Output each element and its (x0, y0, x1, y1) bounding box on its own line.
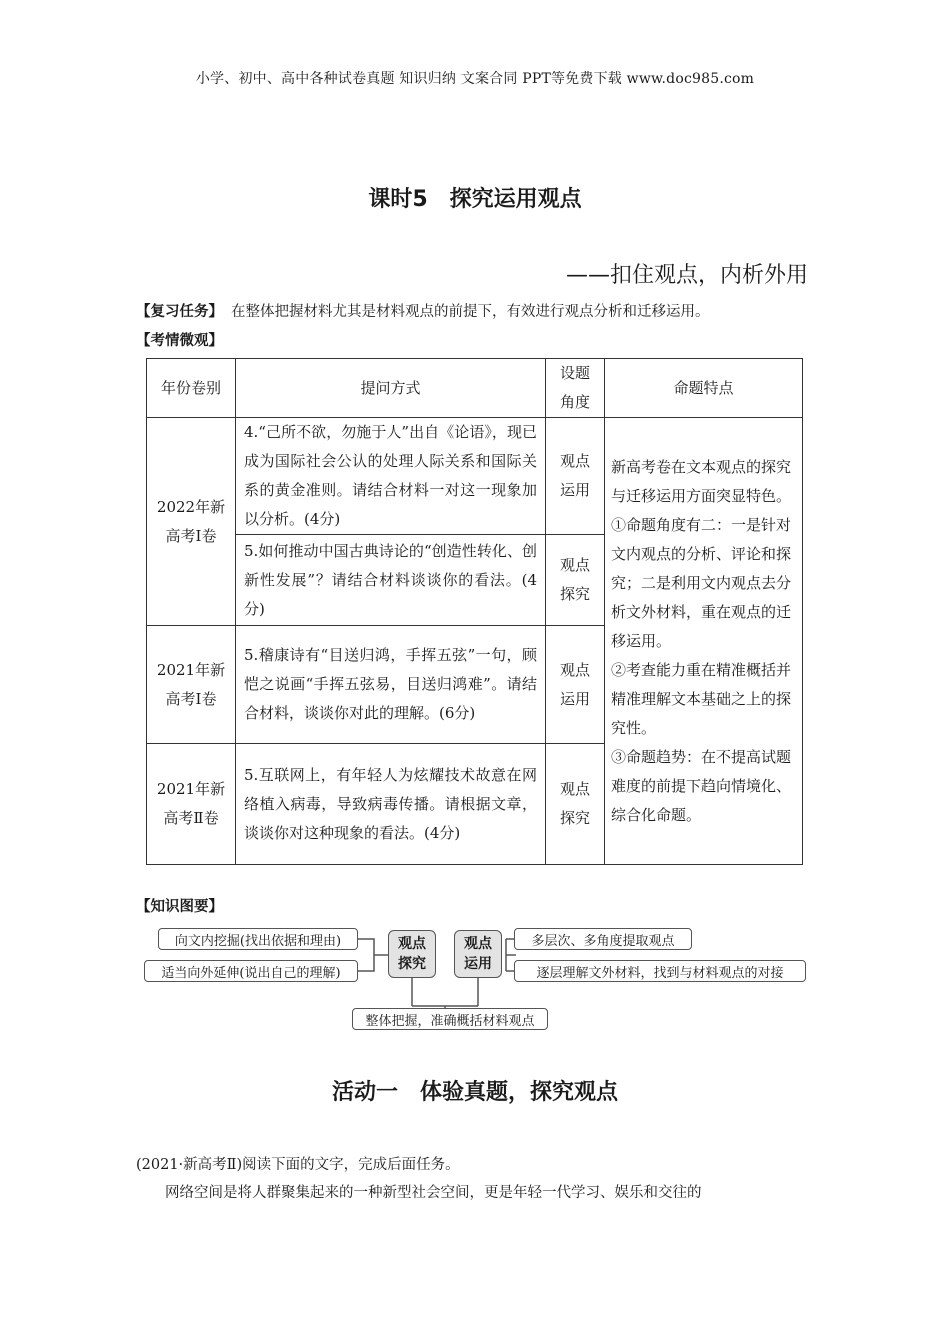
year-cell: 2021年新高考Ⅰ卷 (147, 626, 236, 744)
question-cell: 4.“己所不欲，勿施于人”出自《论语》，现已成为国际社会公认的处理人际关系和国际关系的黄金准则。请结合材料一对这一现象加以分析。(4分) (236, 418, 546, 535)
year-cell: 2021年新高考Ⅱ卷 (147, 744, 236, 865)
table-header-row (147, 359, 803, 418)
map-core-explore: 观点 探究 (388, 930, 436, 978)
angle-cell: 观点运用 (546, 418, 605, 535)
map-core-apply: 观点 运用 (454, 930, 502, 978)
map-right-item: 逐层理解文外材料，找到与材料观点的对接 (514, 960, 806, 982)
body-paragraph: 网络空间是将人群聚集起来的一种新型社会空间，更是年轻一代学习、娱乐和交往的 (165, 1185, 702, 1201)
angle-cell: 观点运用 (546, 626, 605, 744)
feature-point-2: ②考查能力重在精准概括并精准理解文本基础之上的探究性。 (611, 660, 792, 737)
page-header: 小学、初中、高中各种试卷真题 知识归纳 文案合同 PPT等免费下载 www.doc985.com (195, 71, 755, 87)
feature-point-3: ③命题趋势：在不提高试题难度的前提下趋向情境化、综合化命题。 (611, 747, 792, 824)
question-cell: 5.如何推动中国古典诗论的“创造性转化、创新性发展”？请结合材料谈谈你的看法。(4分) (236, 535, 546, 626)
lesson-title: 课时5 探究运用观点 (368, 187, 582, 212)
header-year: 年份卷别 (147, 359, 236, 418)
map-left-item: 适当向外延伸(说出自己的理解) (144, 960, 358, 982)
source-line: (2021·新高考Ⅱ)阅读下面的文字，完成后面任务。 (136, 1157, 460, 1173)
review-task (136, 300, 816, 321)
question-cell: 5.稽康诗有“目送归鸿，手挥五弦”一句，顾恺之说画“手挥五弦易，目送归鸿难”。请结合材料，谈谈你对此的理解。(6分) (236, 626, 546, 744)
map-right-item: 多层次、多角度提取观点 (514, 928, 692, 950)
header-feature: 命题特点 (605, 359, 803, 418)
angle-cell: 观点探究 (546, 535, 605, 626)
feature-cell (605, 418, 803, 865)
map-left-item: 向文内挖掘(找出依据和理由) (158, 928, 358, 950)
exam-analysis-label: 【考情微观】 (136, 333, 223, 349)
review-task-label: 【复习任务】 (136, 304, 223, 320)
lesson-subtitle: ——扣住观点，内析外用 (565, 263, 808, 288)
feature-intro: 新高考卷在文本观点的探究与迁移运用方面突显特色。 (611, 457, 792, 505)
feature-point-1: ①命题角度有二：一是针对文内观点的分析、评论和探究；二是利用文内观点去分析文外材料，重在观点的迁移运用。 (611, 515, 792, 650)
angle-cell: 观点探究 (546, 744, 605, 865)
map-bottom-item: 整体把握，准确概括材料观点 (352, 1008, 548, 1030)
header-angle: 设题角度 (546, 359, 605, 418)
knowledge-map-label: 【知识图要】 (136, 899, 223, 915)
header-question: 提问方式 (236, 359, 546, 418)
activity-title: 活动一 体验真题，探究观点 (331, 1080, 618, 1105)
exam-table (146, 358, 803, 865)
review-task-text: 在整体把握材料尤其是材料观点的前提下，有效进行观点分析和迁移运用。 (231, 304, 710, 320)
year-cell: 2022年新高考Ⅰ卷 (147, 418, 236, 626)
question-cell: 5.互联网上，有年轻人为炫耀技术故意在网络植入病毒，导致病毒传播。请根据文章，谈谈你对这种现象的看法。(4分) (236, 744, 546, 865)
table-row (147, 418, 803, 535)
